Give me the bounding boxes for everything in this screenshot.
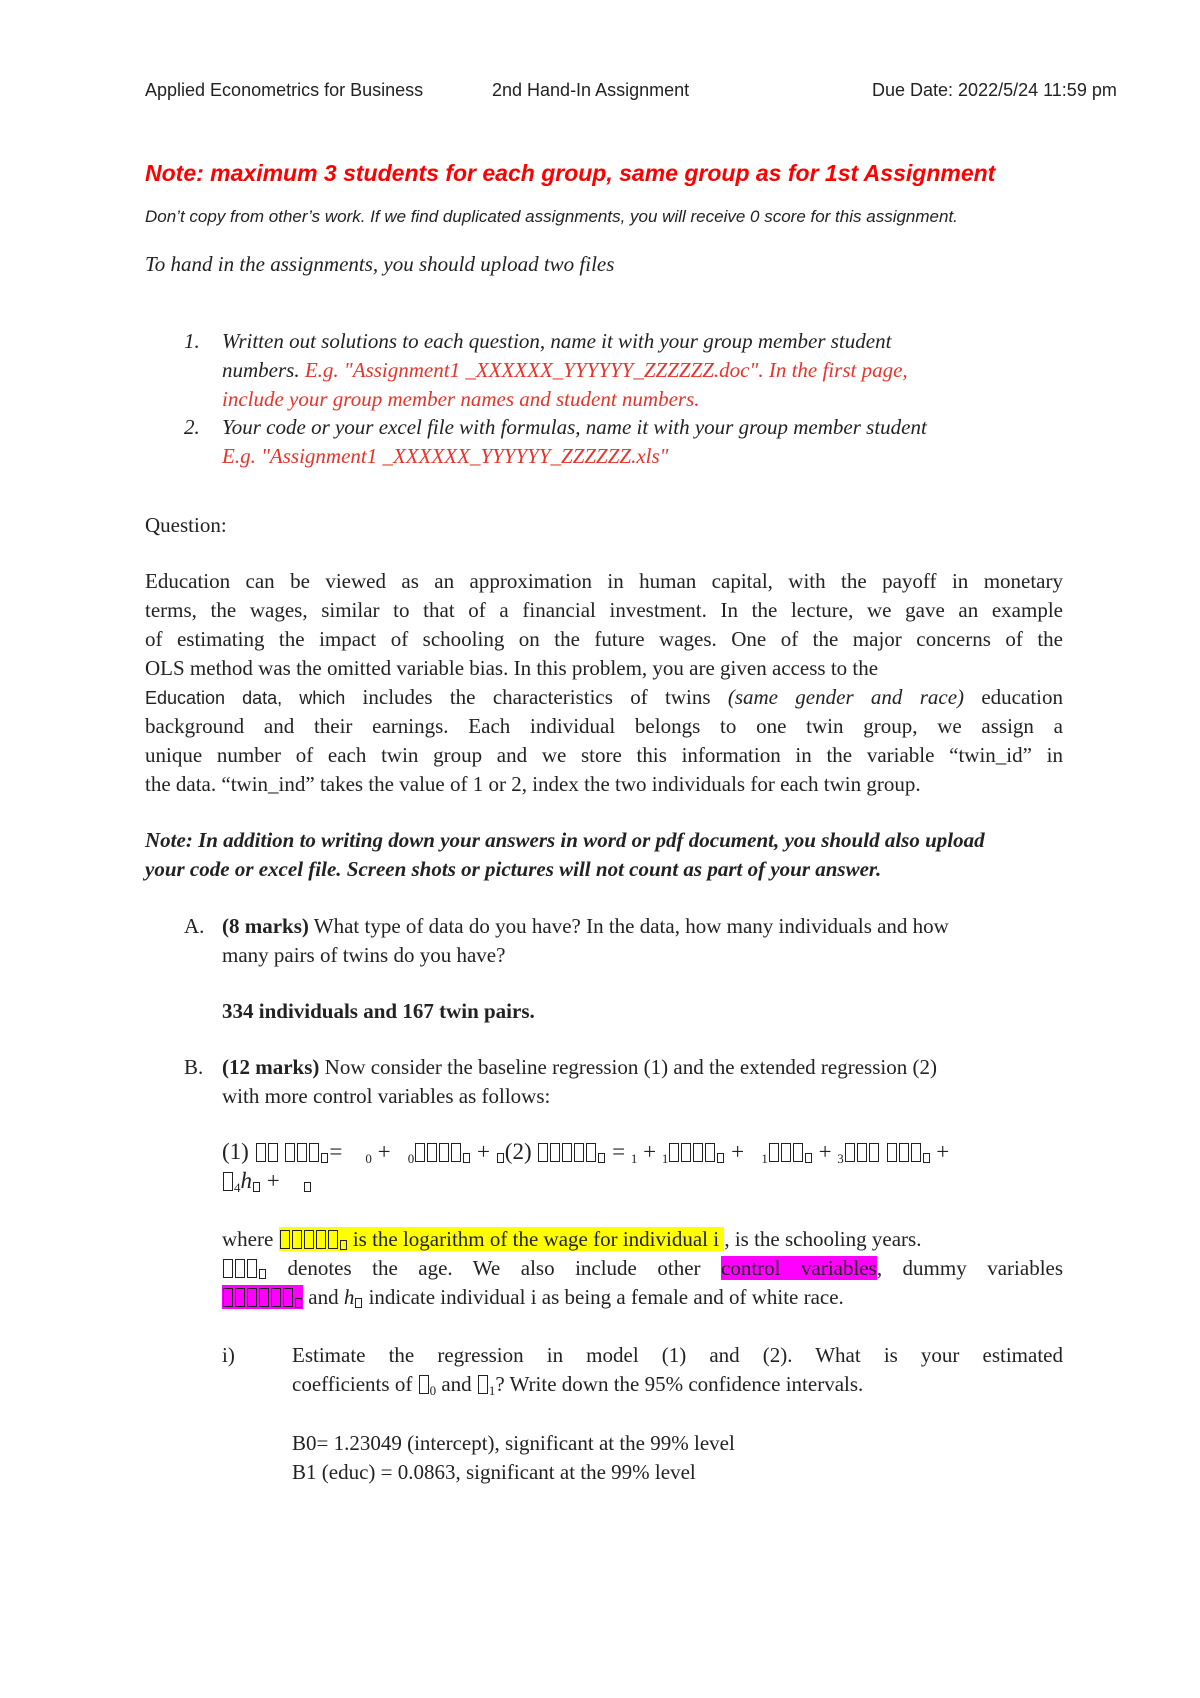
list-item-1-line-3: include your group member names and student numbers. xyxy=(222,387,700,411)
header-due-date: Due Date: 2022/5/24 11:59 pm xyxy=(872,80,1117,100)
question-paragraph-line-3: of estimating the impact of schooling on the future wages. One of the major concerns of the xyxy=(145,627,1063,651)
question-paragraph-line-5: Education data, which includes the characteristics of twins (same gender and race) education xyxy=(145,685,1063,709)
header-assignment: 2nd Hand-In Assignment xyxy=(492,80,690,100)
upload-note-line-2: your code or excel file. Screen shots or pictures will not count as part of your answer. xyxy=(145,857,882,881)
question-paragraph-line-8: the data. “twin_ind” takes the value of 1 or 2, index the two individuals for each twin group. xyxy=(145,772,921,796)
header-course: Applied Econometrics for Business xyxy=(145,80,424,100)
list-number-2: 2. xyxy=(184,415,200,439)
question-paragraph-line-7: unique number of each twin group and we store this information in the variable “twin_id” in xyxy=(145,743,1063,767)
part-b-i-roman: i) xyxy=(222,1343,235,1367)
part-b-line-2: with more control variables as follows: xyxy=(222,1084,551,1108)
list-item-1-line-1: Written out solutions to each question, name it with your group member student xyxy=(222,329,892,353)
where-line: where is the logarithm of the wage for individual i , is the schooling years. xyxy=(222,1227,922,1251)
question-paragraph-line-1: Education can be viewed as an approximation in human capital, with the payoff in monetary xyxy=(145,569,1063,593)
regression-equation-continued: $_4$h + xyxy=(222,1168,312,1196)
list-number-1: 1. xyxy=(184,329,200,353)
list-item-2-line-2: E.g. "Assignment1 _XXXXXX_YYYYYY_ZZZZZZ.xls" xyxy=(222,444,669,468)
handin-instruction: To hand in the assignments, you should upload two files xyxy=(145,252,615,276)
group-note-title: Note: maximum 3 students for each group, same group as for 1st Assignment xyxy=(145,160,996,186)
dummy-line: and h indicate individual i as being a female and of white race. xyxy=(222,1283,844,1312)
age-line: denotes the age. We also include other control variables, dummy variables xyxy=(222,1254,1063,1283)
answer-b0: B0= 1.23049 (intercept), significant at the 99% level xyxy=(292,1431,735,1455)
part-b-letter: B. xyxy=(184,1055,204,1079)
answer-b1: B1 (educ) = 0.0863, significant at the 99% level xyxy=(292,1460,696,1484)
regression-equations: (1) = $_0$ + $_0$ + (2) = $_1$ + $_1$ + $_1$ + $_3$ + xyxy=(222,1139,950,1166)
question-label: Question: xyxy=(145,513,227,537)
part-a-line-1: (8 marks) What type of data do you have? In the data, how many individuals and how xyxy=(222,914,949,938)
question-paragraph-line-2: terms, the wages, similar to that of a financial investment. In the lecture, we gave an example xyxy=(145,598,1063,622)
list-item-1-line-2: numbers. E.g. "Assignment1 _XXXXXX_YYYYYY_ZZZZZZ.doc". In the first page, xyxy=(222,358,908,382)
question-paragraph-line-6: background and their earnings. Each individual belongs to one twin group, we assign a xyxy=(145,714,1063,738)
part-b-line-1: (12 marks) Now consider the baseline regression (1) and the extended regression (2) xyxy=(222,1055,937,1079)
part-b-i-line-2: coefficients of $_0$ and $_1$? Write down the 95% confidence intervals. xyxy=(292,1372,864,1398)
part-a-line-2: many pairs of twins do you have? xyxy=(222,943,506,967)
question-paragraph-line-4: OLS method was the omitted variable bias. In this problem, you are given access to the xyxy=(145,656,879,680)
part-b-i-line-1: Estimate the regression in model (1) and (2). What is your estimated xyxy=(292,1343,1063,1367)
copy-warning: Don’t copy from other’s work. If we find duplicated assignments, you will receive 0 score for this assignment. xyxy=(145,207,958,226)
upload-note-line-1: Note: In addition to writing down your answers in word or pdf document, you should also upload xyxy=(145,828,985,852)
list-item-2-line-1: Your code or your excel file with formulas, name it with your group member student xyxy=(222,415,927,439)
part-a-letter: A. xyxy=(184,914,205,938)
part-a-answer: 334 individuals and 167 twin pairs. xyxy=(222,999,535,1023)
